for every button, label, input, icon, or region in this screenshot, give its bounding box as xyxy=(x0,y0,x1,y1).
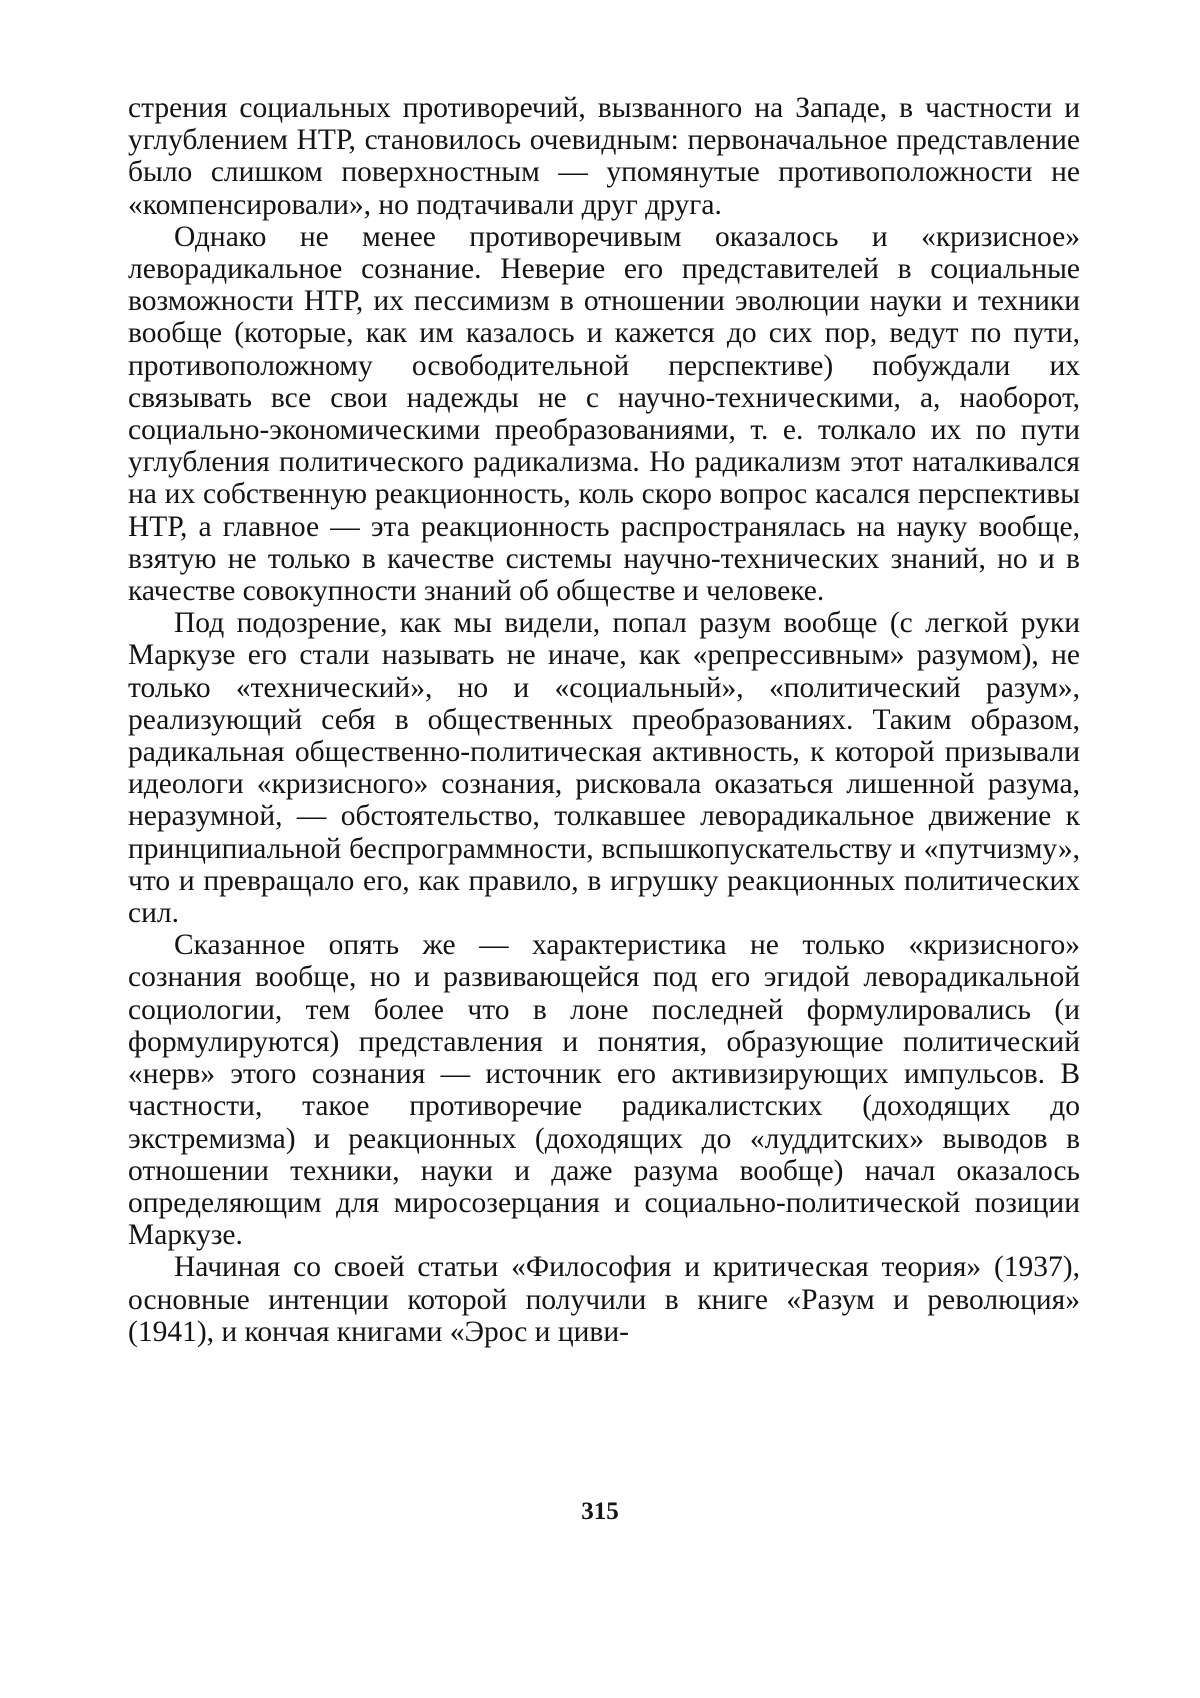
page-number: 315 xyxy=(581,1498,619,1525)
page-body xyxy=(128,92,1080,1348)
paragraph-5: Начиная со своей статьи «Философия и критическая теория» (1937), основные интенции которой получили в книге «Разум и революция» (1941), и кончая книгами «Эрос и циви- xyxy=(128,1251,1080,1348)
paragraph-1: стрения социальных противоречий, вызванного на Западе, в частности и углублением НТР, становилось очевидным: первоначальное представление было слишком поверхностным — упомянутые противоположности не «компенсировали», но подтачивали друг друга. xyxy=(128,92,1080,221)
paragraph-4: Сказанное опять же — характеристика не только «кризисного» сознания вообще, но и развивающейся под его эгидой леворадикальной социологии, тем более что в лоне последней формулировались (и формулируются) представления и понятия, образующие политический «нерв» этого сознания — источник его активизирующих импульсов. В частности, такое противоречие радикалистских (доходящих до экстремизма) и реакционных (доходящих до «луддитских» выводов в отношении техники, науки и даже разума вообще) начал оказалось определяющим для миросозерцания и социально-политической позиции Маркузе. xyxy=(128,929,1080,1252)
paragraph-3: Под подозрение, как мы видели, попал разум вообще (с легкой руки Маркузе его стали называть не иначе, как «репрессивным» разумом), не только «технический», но и «социальный», «политический разум», реализующий себя в общественных преобразованиях. Таким образом, радикальная общественно-политическая активность, к которой призывали идеологи «кризисного» сознания, рисковала оказаться лишенной разума, неразумной, — обстоятельство, толкавшее леворадикальное движение к принципиальной беспрограммности, вспышкопускательству и «путчизму», что и превращало его, как правило, в игрушку реакционных политических сил. xyxy=(128,607,1080,930)
paragraph-2: Однако не менее противоречивым оказалось и «кризисное» леворадикальное сознание. Неверие его представителей в социальные возможности НТР, их пессимизм в отношении эволюции науки и техники вообще (которые, как им казалось и кажется до сих пор, ведут по пути, противоположному освободительной перспективе) побуждали их связывать все свои надежды не с научно-техническими, а, наоборот, социально-экономическими преобразованиями, т. е. толкало их по пути углубления политического радикализма. Но радикализм этот наталкивался на их собственную реакционность, коль скоро вопрос касался перспективы НТР, а главное — эта реакционность распространялась на науку вообще, взятую не только в качестве системы научно-технических знаний, но и в качестве совокупности знаний об обществе и человеке. xyxy=(128,220,1080,608)
